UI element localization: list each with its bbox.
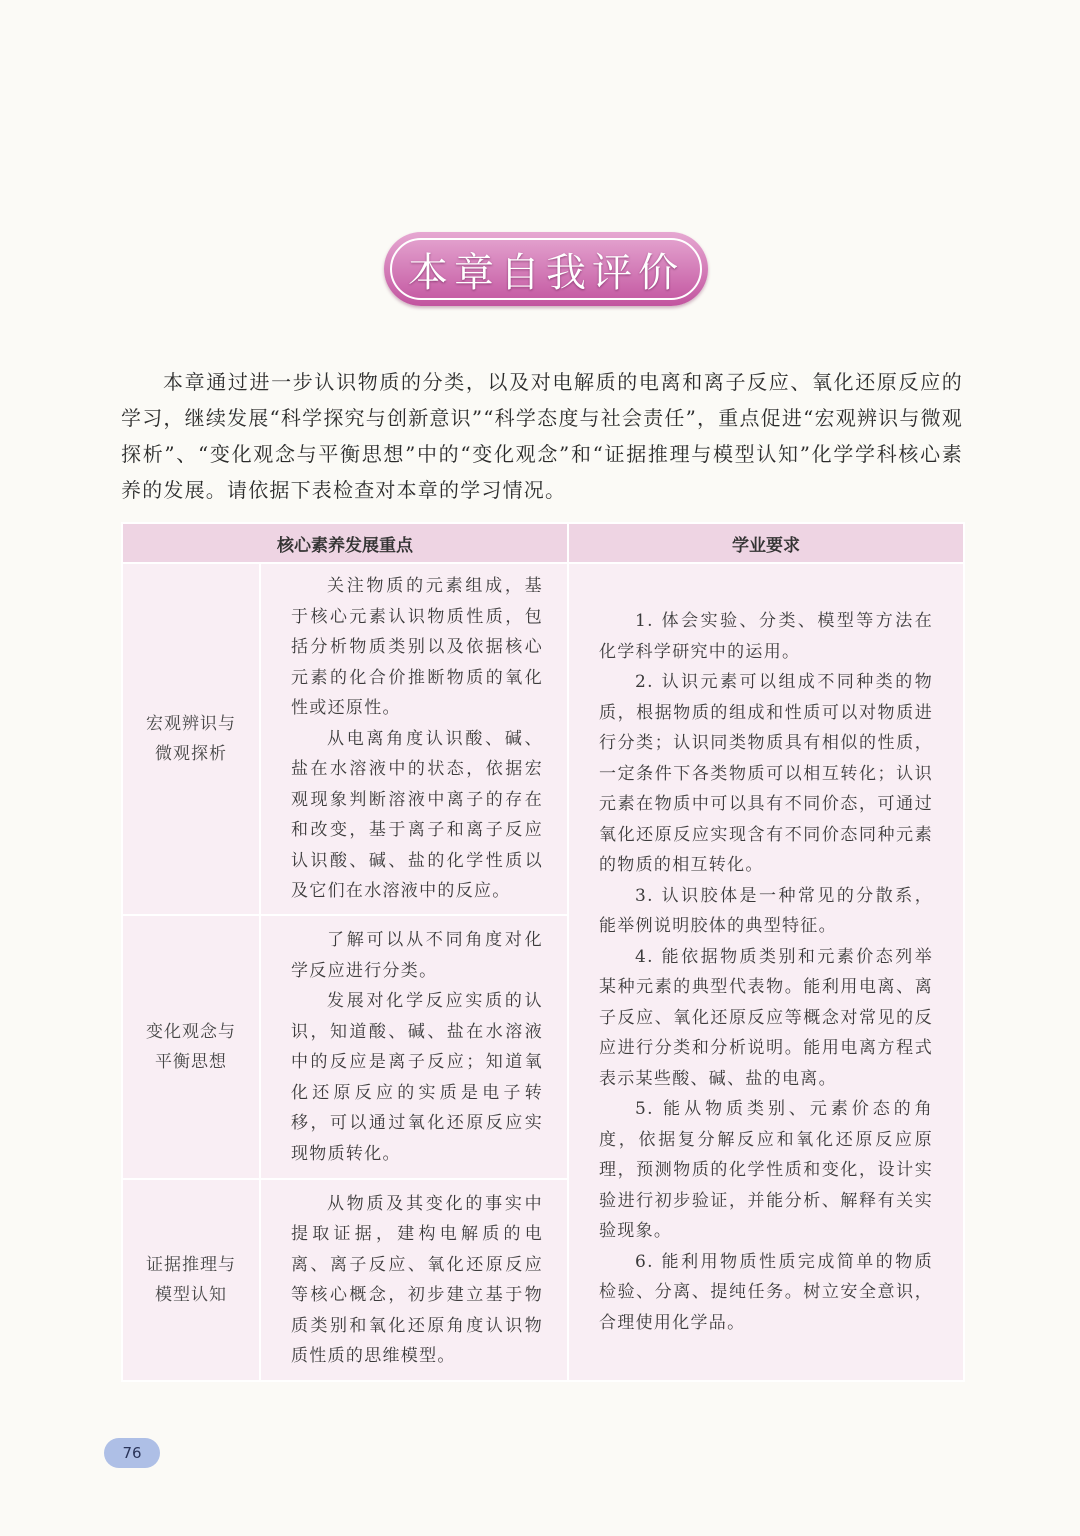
title-banner-frame <box>390 238 702 300</box>
description-paragraph: 从物质及其变化的事实中提取证据，建构电解质的电离、离子反应、氧化还原反应等核心概念，初步建立基于物质类别和氧化还原角度认识物质性质的思维模型。 <box>291 1193 543 1366</box>
row-label: 宏观辨识与 <box>146 714 236 734</box>
requirement-item: 4. 能依据物质类别和元素价态列举某种元素的典型代表物。能利用电离、离子反应、氧化还原反应等概念对常见的反应进行分类和分析说明。能用电离方程式表示某些酸、碱、盐的电离。 <box>599 946 933 1089</box>
requirement-item: 5. 能从物质类别、元素价态的角度，依据复分解反应和氧化还原反应原理，预测物质的化学性质和变化，设计实验进行初步验证，并能分析、解释有关实验现象。 <box>599 1099 933 1241</box>
row-label-cell <box>122 915 260 1179</box>
row-label: 证据推理与 <box>146 1255 236 1275</box>
requirement-item: 6. 能利用物质性质完成简单的物质检验、分离、提纯任务。树立安全意识，合理使用化学品。 <box>599 1251 933 1333</box>
header-academic-requirements: 学业要求 <box>568 523 964 563</box>
description-paragraph: 了解可以从不同角度对化学反应进行分类。 <box>291 930 543 981</box>
row-label: 微观探析 <box>155 744 227 764</box>
table-row <box>122 563 964 915</box>
chapter-title-banner <box>384 232 708 306</box>
page-number-badge <box>104 1438 160 1468</box>
row-label: 模型认知 <box>155 1285 227 1305</box>
page-title: 本章自我评价 <box>408 249 684 296</box>
requirements-cell <box>568 563 964 1381</box>
row-label: 变化观念与 <box>146 1022 236 1042</box>
requirement-item: 3. 认识胶体是一种常见的分散系，能举例说明胶体的典型特征。 <box>599 885 933 936</box>
row-description-cell <box>260 915 568 1179</box>
header-core-literacy: 核心素养发展重点 <box>122 523 568 563</box>
intro-paragraph: 本章通过进一步认识物质的分类，以及对电解质的电离和离子反应、氧化还原反应的学习，继续发展“科学探究与创新意识”“科学态度与社会责任”，重点促进“宏观辨识与微观探析”、“变化观念与平衡思想”中的“变化观念”和“证据推理与模型认知”化学学科核心素养的发展。请依据下表检查对本章的学习情况。 <box>121 370 963 502</box>
table-header-row <box>122 523 964 563</box>
requirement-item: 1. 体会实验、分类、模型等方法在化学科学研究中的运用。 <box>599 611 933 662</box>
description-paragraph: 发展对化学反应实质的认识，知道酸、碱、盐在水溶液中的反应是离子反应；知道氧化还原反应的实质是电子转移，可以通过氧化还原反应实现物质转化。 <box>291 991 543 1164</box>
description-paragraph: 从电离角度认识酸、碱、盐在水溶液中的状态，依据宏观现象判断溶液中离子的存在和改变，基于离子和离子反应认识酸、碱、盐的化学性质以及它们在水溶液中的反应。 <box>291 728 543 902</box>
row-description-cell <box>260 1179 568 1381</box>
row-label: 平衡思想 <box>155 1052 227 1072</box>
page-number: 76 <box>122 1444 142 1462</box>
requirement-item: 2. 认识元素可以组成不同种类的物质，根据物质的组成和性质可以对物质进行分类；认识同类物质具有相似的性质，一定条件下各类物质可以相互转化；认识元素在物质中可以具有不同价态，可通过氧化还原反应实现含有不同价态同种元素的物质的相互转化。 <box>599 672 933 875</box>
row-description-cell <box>260 563 568 915</box>
description-paragraph: 关注物质的元素组成，基于核心元素认识物质性质，包括分析物质类别以及依据核心元素的化合价推断物质的氧化性或还原性。 <box>291 576 543 719</box>
row-label-cell <box>122 1179 260 1381</box>
row-label-cell <box>122 563 260 915</box>
assessment-table <box>121 522 965 1382</box>
